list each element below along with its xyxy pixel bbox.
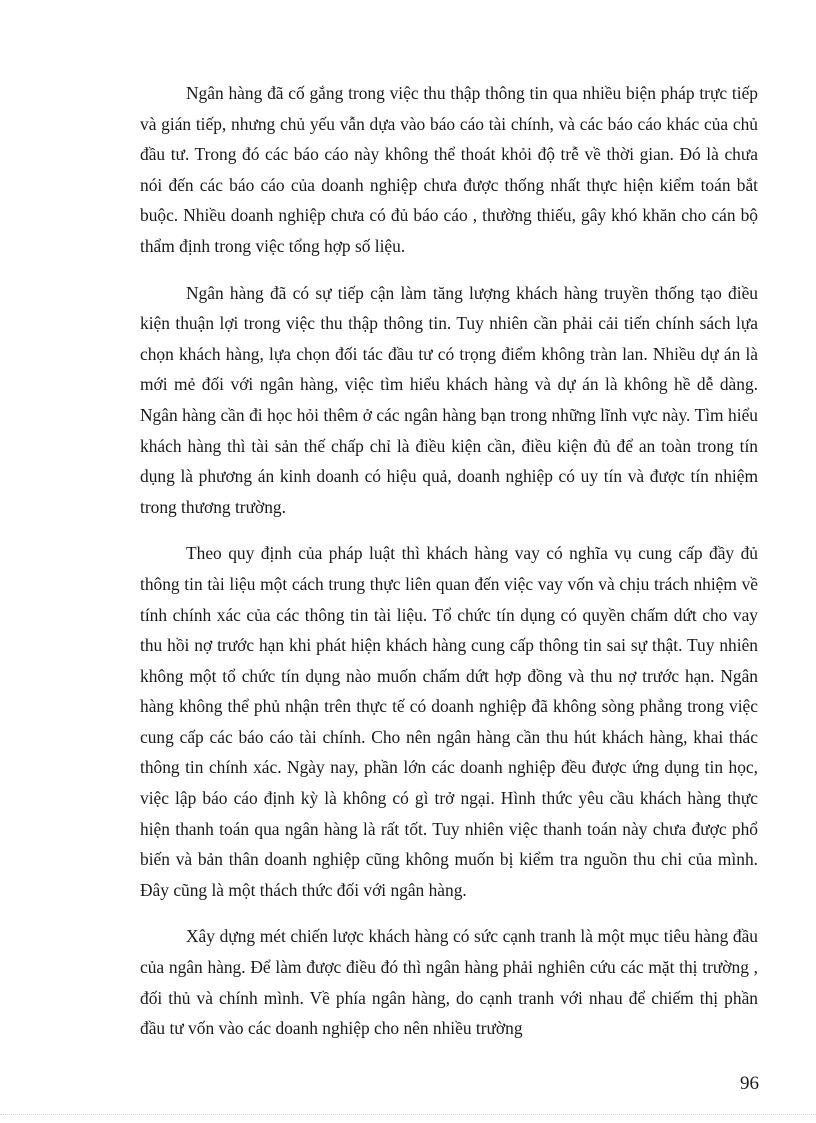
body-text [140,78,758,1060]
paragraph-3: Theo quy định của pháp luật thì khách hàng vay có nghĩa vụ cung cấp đầy đủ thông tin tài liệu một cách trung thực liên quan đến việc vay vốn và chịu trách nhiệm về tính chính xác của các thông tin tài liệu. Tổ chức tín dụng có quyền chấm dứt cho vay thu hồi nợ trước hạn khi phát hiện khách hàng cung cấp thông tin sai sự thật. Tuy nhiên không một tổ chức tín dụng nào muốn chấm dứt hợp đồng và thu nợ trước hạn. Ngân hàng không thể phủ nhận trên thực tế có doanh nghiệp đã không sòng phẳng trong việc cung cấp các báo cáo tài chính. Cho nên ngân hàng cần thu hút khách hàng, khai thác thông tin chính xác. Ngày nay, phần lớn các doanh nghiệp đều được ứng dụng tin học, việc lập báo cáo định kỳ là không có gì trở ngại. Hình thức yêu cầu khách hàng thực hiện thanh toán qua ngân hàng là rất tốt. Tuy nhiên việc thanh toán này chưa được phổ biến và bản thân doanh nghiệp cũng không muốn bị kiểm tra nguồn thu chi của mình. Đây cũng là một thách thức đối với ngân hàng. [140,543,758,900]
paragraph-2: Ngân hàng đã có sự tiếp cận làm tăng lượng khách hàng truyền thống tạo điều kiện thuận lợi trong việc thu thập thông tin. Tuy nhiên cần phải cải tiến chính sách lựa chọn khách hàng, lựa chọn đối tác đầu tư có trọng điểm không tràn lan. Nhiều dự án là mới mẻ đối với ngân hàng, việc tìm hiểu khách hàng và dự án là không hề dễ dàng. Ngân hàng cần đi học hỏi thêm ở các ngân hàng bạn trong những lĩnh vực này. Tìm hiểu khách hàng thì tài sản thế chấp chỉ là điều kiện cần, điều kiện đủ để an toàn trong tín dụng là phương án kinh doanh có hiệu quả, doanh nghiệp có uy tín và được tín nhiệm trong thương trường. [140,282,758,517]
paragraph-4: Xây dựng mét chiến lược khách hàng có sức cạnh tranh là một mục tiêu hàng đầu của ngân hàng. Để làm được điều đó thì ngân hàng phải nghiên cứu các mặt thị trường , đối thủ và chính mình. Về phía ngân hàng, do cạnh tranh với nhau để chiếm thị phần đầu tư vốn vào các doanh nghiệp cho nên nhiều trường [140,926,758,1039]
page-number: 96 [740,1073,759,1094]
paragraph-1: Ngân hàng đã cố gắng trong việc thu thập thông tin qua nhiều biện pháp trực tiếp và gián tiếp, nhưng chủ yếu vẫn dựa vào báo cáo tài chính, và các báo cáo khác của chủ đầu tư. Trong đó các báo cáo này không thể thoát khỏi độ trễ về thời gian. Đó là chưa nói đến các báo cáo của doanh nghiệp chưa được thống nhất thực hiện kiểm toán bắt buộc. Nhiều doanh nghiệp chưa có đủ báo cáo , thường thiếu, gây khó khăn cho cán bộ thẩm định trong việc tổng hợp số liệu. [140,83,758,256]
page-bottom-divider [0,1114,816,1115]
